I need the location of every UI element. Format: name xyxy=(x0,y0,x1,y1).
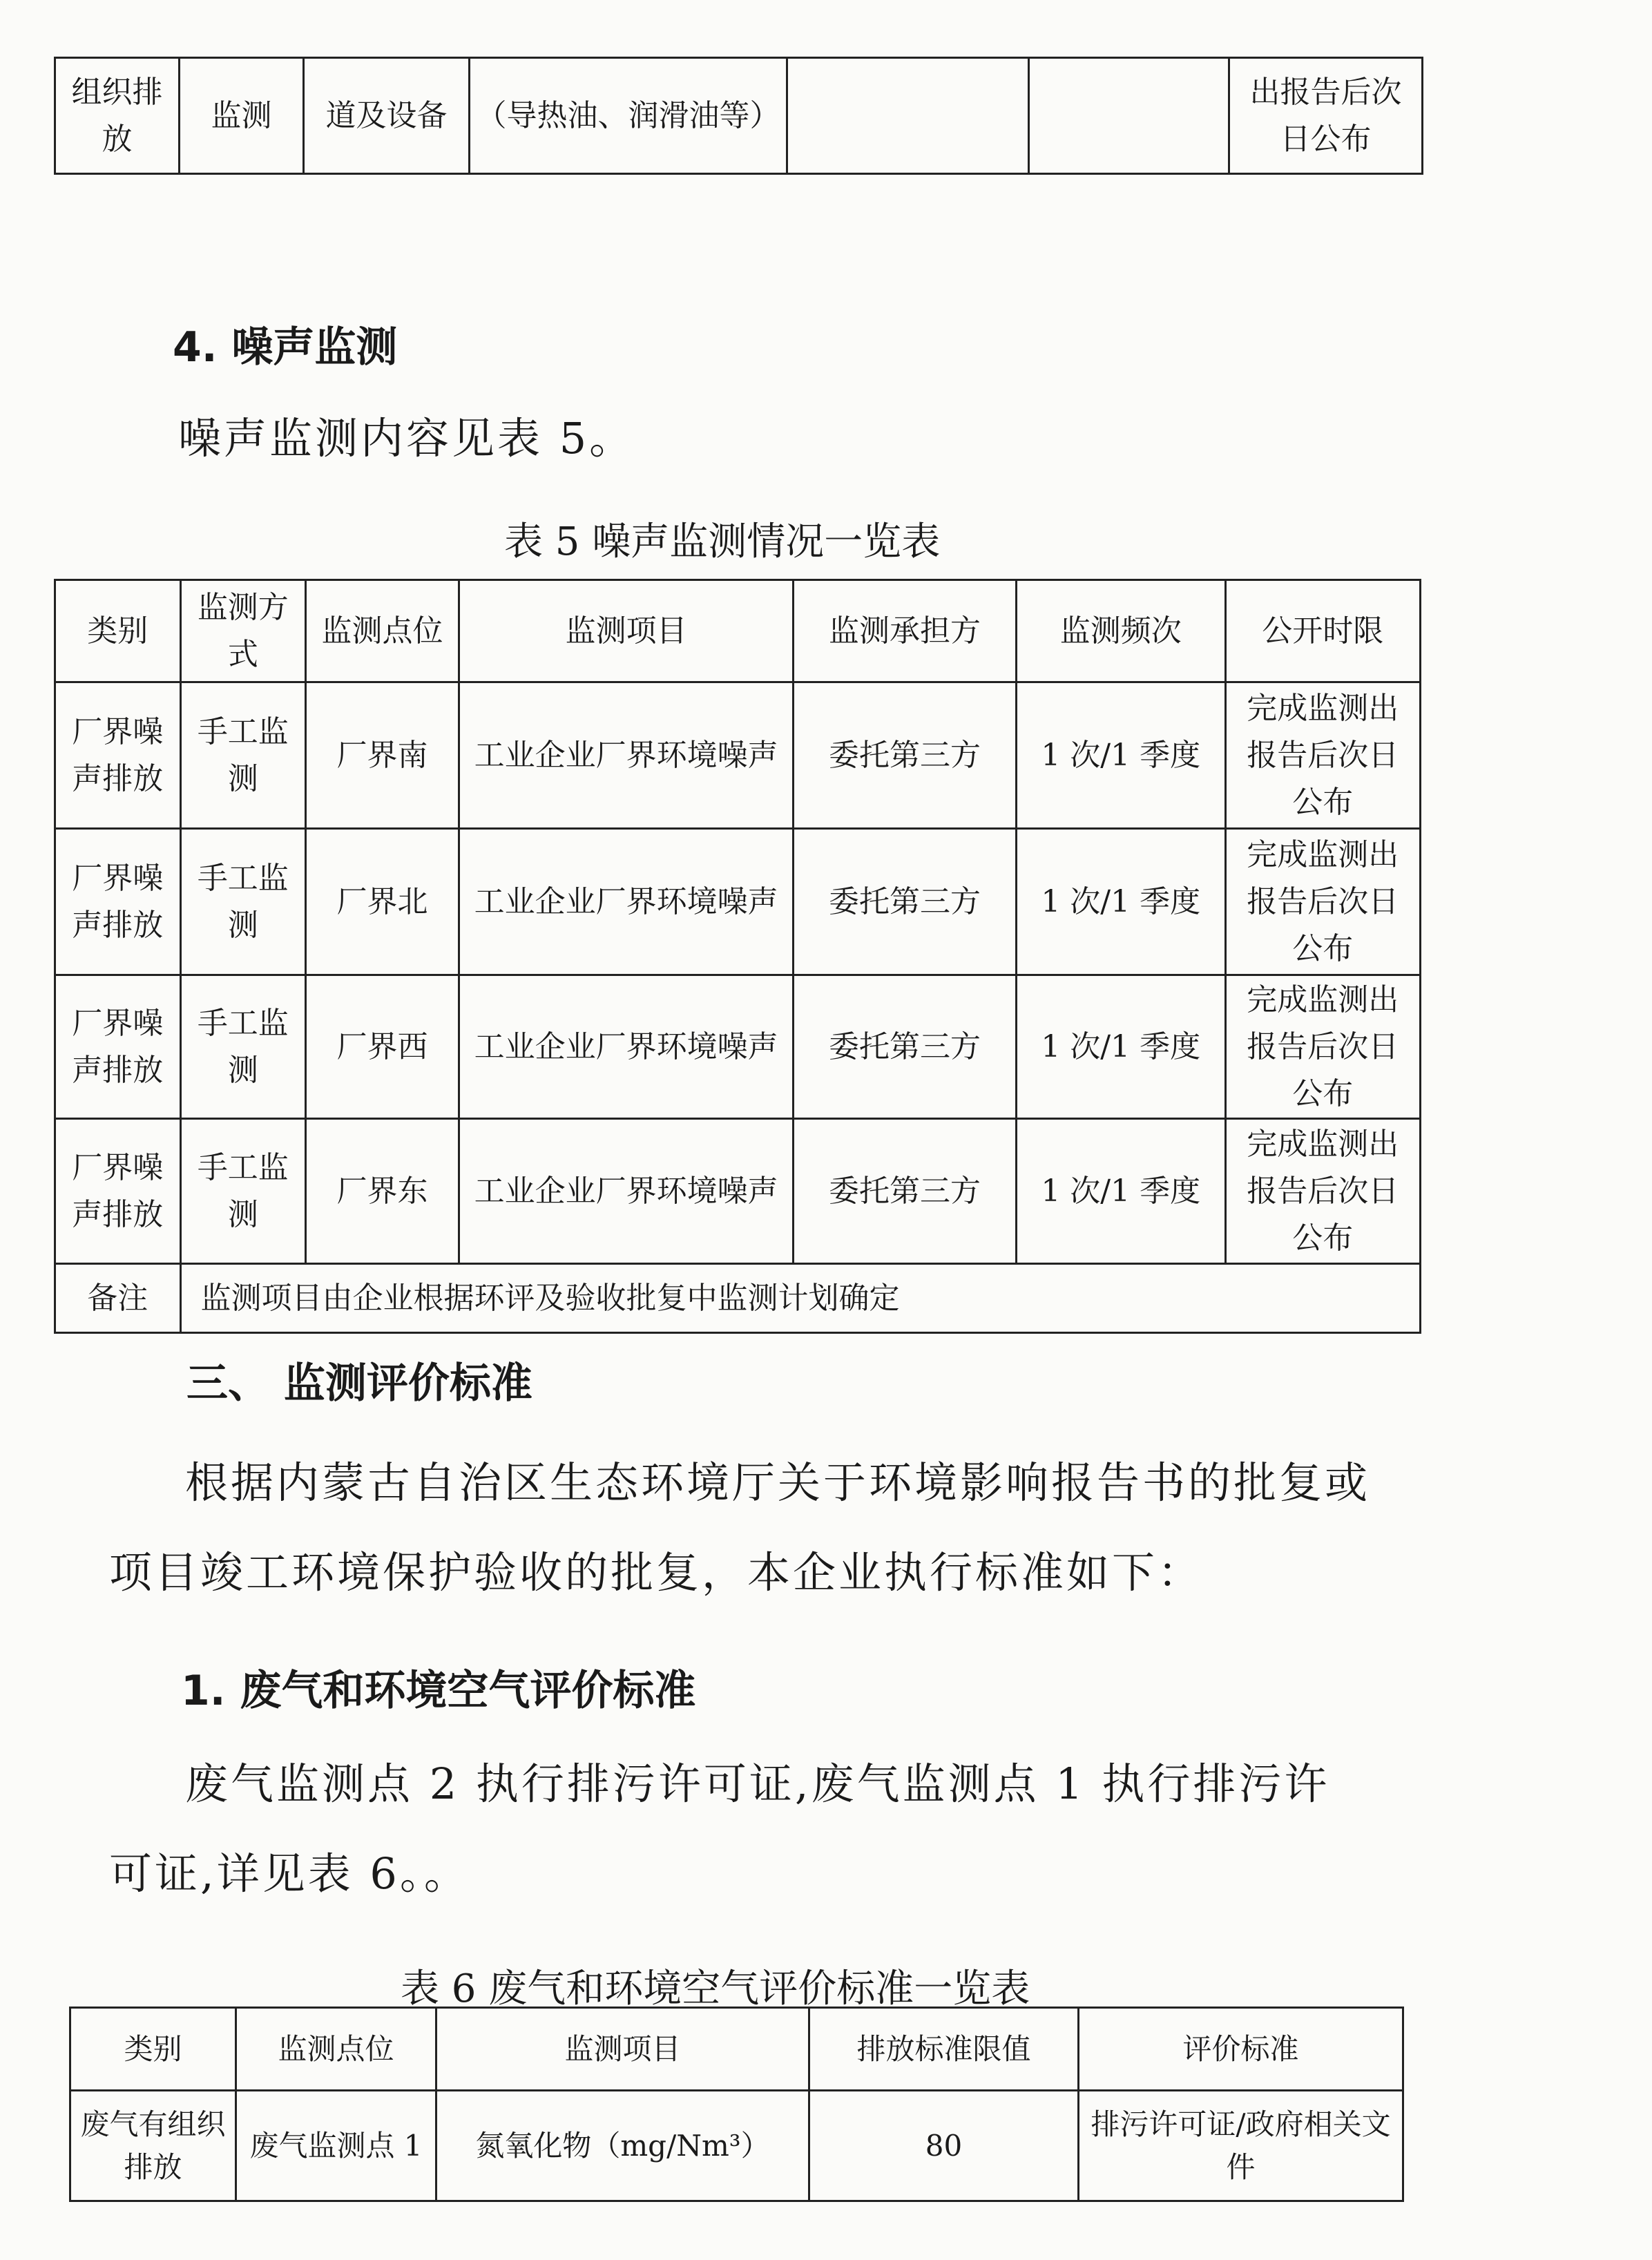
table5-caption: 表 5 噪声监测情况一览表 xyxy=(504,519,941,564)
table-cell: 厂界北 xyxy=(306,829,459,975)
table-cell: 厂界噪声排放 xyxy=(55,682,181,829)
noise-monitoring-table xyxy=(54,579,1421,1334)
table-cell: 厂界噪声排放 xyxy=(55,829,181,975)
header-cell: 监测频次 xyxy=(1016,580,1225,682)
air-paragraph: 废气监测点 2 执行排污许可证,废气监测点 1 执行排污许可证,详见表 6。。 xyxy=(109,1759,1330,1899)
table-cell: 厂界噪声排放 xyxy=(55,975,181,1119)
table-cell: 工业企业厂界环境噪声 xyxy=(459,975,794,1119)
table-cell: 厂界噪声排放 xyxy=(55,1119,181,1264)
header-cell: 排放标准限值 xyxy=(809,2008,1079,2091)
table-cell: 委托第三方 xyxy=(794,682,1017,829)
table-row xyxy=(55,829,1421,975)
table-cell xyxy=(1029,58,1229,174)
table-cell: 完成监测出报告后次日公布 xyxy=(1225,682,1420,829)
table-cell: 委托第三方 xyxy=(794,975,1017,1119)
table-cell: 委托第三方 xyxy=(794,829,1017,975)
table-cell: 完成监测出报告后次日公布 xyxy=(1225,975,1420,1119)
table-cell: 厂界东 xyxy=(306,1119,459,1264)
standards-paragraph: 根据内蒙古自治区生态环境厅关于环境影响报告书的批复或项目竣工环境保护验收的批复，本企业执行标准如下： xyxy=(109,1457,1371,1598)
table-cell: 厂界南 xyxy=(306,682,459,829)
note-text: 监测项目由企业根据环评及验收批复中监测计划确定 xyxy=(180,1264,1420,1333)
table-cell: 工业企业厂界环境噪声 xyxy=(459,682,794,829)
header-cell: 评价标准 xyxy=(1079,2008,1403,2091)
header-cell: 监测方式 xyxy=(180,580,306,682)
table-cell: 废气监测点 1 xyxy=(236,2091,436,2201)
table-row xyxy=(55,975,1421,1119)
header-cell: 监测项目 xyxy=(459,580,794,682)
table-cell: 厂界西 xyxy=(306,975,459,1119)
table-cell: 手工监测 xyxy=(180,682,306,829)
table-row xyxy=(70,2091,1403,2201)
note-row xyxy=(55,1264,1421,1333)
table-cell: 手工监测 xyxy=(180,975,306,1119)
table-cell: 完成监测出报告后次日公布 xyxy=(1225,1119,1420,1264)
table-cell: （导热油、润滑油等） xyxy=(470,58,787,174)
header-cell: 类别 xyxy=(70,2008,236,2091)
table-cell: 工业企业厂界环境噪声 xyxy=(459,1119,794,1264)
table-cell: 1 次/1 季度 xyxy=(1016,829,1225,975)
table-cell: 排污许可证/政府相关文件 xyxy=(1079,2091,1403,2201)
table-header-row xyxy=(55,580,1421,682)
table-row xyxy=(55,58,1423,174)
table-row xyxy=(55,682,1421,829)
table-cell: 80 xyxy=(809,2091,1079,2201)
note-label: 备注 xyxy=(55,1264,181,1333)
header-cell: 公开时限 xyxy=(1225,580,1420,682)
table-cell: 出报告后次日公布 xyxy=(1229,58,1423,174)
table-row xyxy=(55,1119,1421,1264)
table-cell: 完成监测出报告后次日公布 xyxy=(1225,829,1420,975)
section-heading-noise: 4. 噪声监测 xyxy=(173,323,398,372)
header-cell: 类别 xyxy=(55,580,181,682)
table-cell: 工业企业厂界环境噪声 xyxy=(459,829,794,975)
section-intro-noise: 噪声监测内容见表 5。 xyxy=(178,413,635,463)
air-standards-table xyxy=(69,2007,1404,2202)
section-heading-air: 1. 废气和环境空气评价标准 xyxy=(181,1667,696,1715)
table-header-row xyxy=(70,2008,1403,2091)
table-cell: 监测 xyxy=(180,58,304,174)
table-cell: 组织排放 xyxy=(55,58,180,174)
table-cell: 1 次/1 季度 xyxy=(1016,682,1225,829)
table-cell: 氮氧化物（mg/Nm³） xyxy=(436,2091,809,2201)
table-cell: 废气有组织排放 xyxy=(70,2091,236,2201)
header-cell: 监测点位 xyxy=(306,580,459,682)
section-heading-standards: 三、 监测评价标准 xyxy=(186,1359,532,1408)
table-cell: 手工监测 xyxy=(180,1119,306,1264)
continued-table xyxy=(54,57,1423,175)
header-cell: 监测承担方 xyxy=(794,580,1017,682)
table-cell: 1 次/1 季度 xyxy=(1016,975,1225,1119)
table-cell: 委托第三方 xyxy=(794,1119,1017,1264)
header-cell: 监测项目 xyxy=(436,2008,809,2091)
table-cell: 1 次/1 季度 xyxy=(1016,1119,1225,1264)
table-cell xyxy=(787,58,1029,174)
table-cell: 道及设备 xyxy=(304,58,470,174)
table-cell: 手工监测 xyxy=(180,829,306,975)
header-cell: 监测点位 xyxy=(236,2008,436,2091)
table6-caption: 表 6 废气和环境空气评价标准一览表 xyxy=(401,1966,1030,2011)
